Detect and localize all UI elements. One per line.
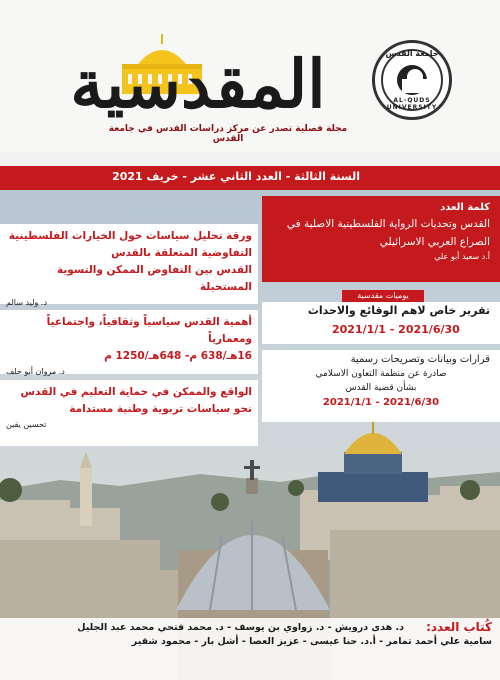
article-title-line: الواقع والممكن في حماية التعليم في القدس xyxy=(20,386,252,398)
documents-subtitle: صادرة عن منظمة التعاون الاسلامي xyxy=(315,369,447,379)
editorial-title: القدس وتحديات الرواية الفلسطينية الاصلية في الصراع العربي الاسرائيلي xyxy=(286,218,490,248)
editorial-box xyxy=(262,196,500,282)
article-block xyxy=(0,224,258,307)
editorial-kicker: كلمة العدد xyxy=(440,202,490,213)
diaries-dates: 2021/1/1 - 2021/6/30 xyxy=(332,323,460,336)
issue-line: السنة الثالثة - العدد الثاني عشر - خريف 2021 xyxy=(112,170,360,183)
authors-label: كُتاب العدد: xyxy=(426,620,492,634)
article-title-line: القدس بين التفاوض الممكن والتسوية المستحيلة xyxy=(56,264,252,293)
article-title-line: أهمية القدس سياسياً وثقافياً، واجتماعياً ومعمارياً xyxy=(46,316,252,345)
documents-dates: 2021/1/1 - 2021/6/30 xyxy=(322,397,440,408)
article-author: تحسين يقين xyxy=(6,420,47,429)
editorial-author: أ.د سعيد أبو علي xyxy=(434,252,490,261)
seal-english-text: AL-QUDS UNIVERSITY xyxy=(386,97,438,111)
masthead xyxy=(0,0,500,152)
diaries-tab: يوميات مقدسية xyxy=(342,290,424,302)
documents-title: قرارات وبيانات وتصريحات رسمية xyxy=(350,354,490,365)
article-title-line: 16هـ/638 م- 648هـ/1250 م xyxy=(104,350,252,362)
article-title-line: التفاوضية المتعلقة بالقدس xyxy=(111,247,252,259)
authors-strip xyxy=(0,618,500,680)
magazine-subtitle: مجلة فصلية تصدر عن مركز دراسات القدس في جامعة القدس xyxy=(108,124,348,144)
article-block xyxy=(0,310,258,374)
documents-box xyxy=(262,350,500,422)
article-title-line: نحو سياسات تربوية وطنية مستدامة xyxy=(69,403,252,415)
authors-row: سامية علي أحمد تمامر - أ.د. حنا عيسى - عزيز العصا - أشل بار - محمود شقير xyxy=(131,636,492,647)
diaries-title: تقرير خاص لاهم الوقائع والاحداث xyxy=(307,304,490,317)
university-seal-logo xyxy=(372,40,452,120)
issue-bar xyxy=(0,166,500,190)
article-author: د. وليد سالم xyxy=(6,298,48,307)
magazine-title: المقدسية xyxy=(70,45,326,123)
seal-arabic-text: جامعة القدس xyxy=(385,49,439,58)
diaries-box xyxy=(262,302,500,344)
article-author: د. مروان أبو خلف xyxy=(6,367,65,376)
authors-row: د. هدى درويش - د. زواوي بن يوسف - د. محمد فتحي محمد عبد الجليل xyxy=(77,622,404,633)
article-block xyxy=(0,380,258,446)
article-title-line: ورقة تحليل سياسات حول الخيارات الفلسطينية xyxy=(8,230,252,242)
documents-subtitle: بشأن قضية القدس xyxy=(345,383,417,393)
